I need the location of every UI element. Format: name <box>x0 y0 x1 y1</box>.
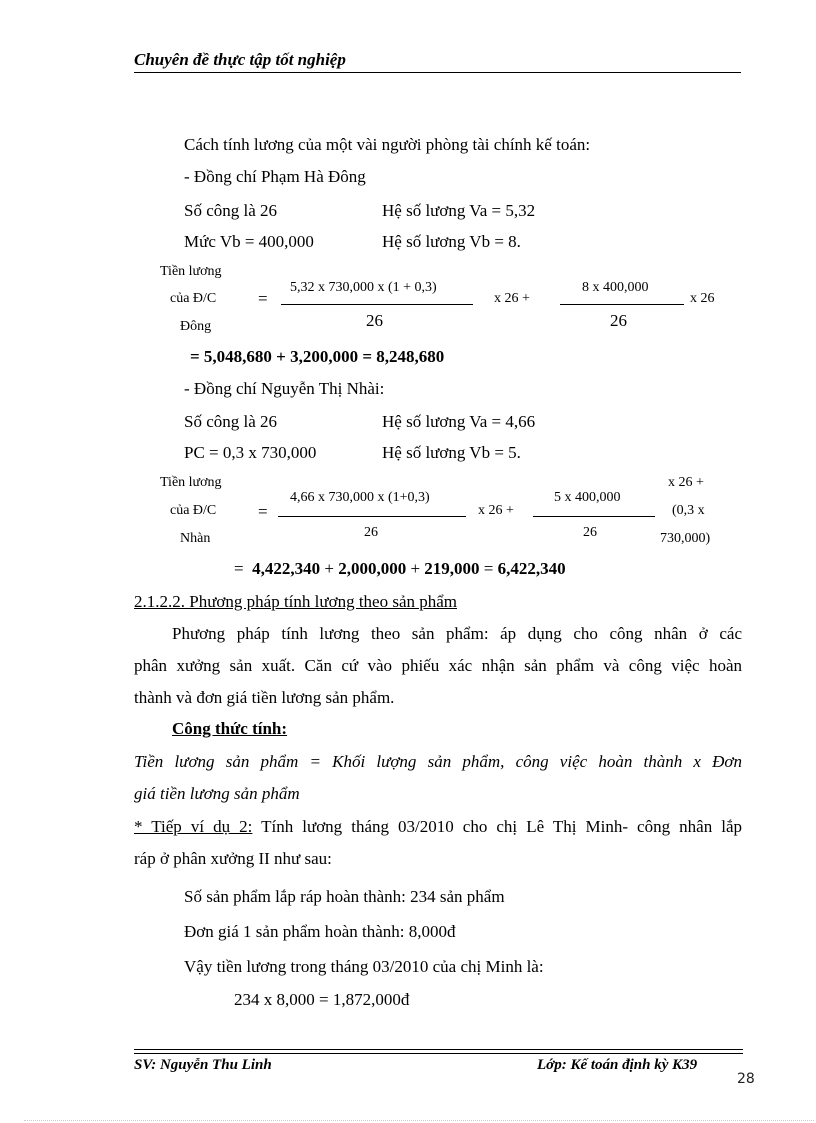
header-rule <box>134 72 741 73</box>
person2-frac2-numerator: 5 x 400,000 <box>554 490 621 505</box>
person2-frac1-bar <box>278 516 466 517</box>
person1-frac1-denominator: 26 <box>366 311 383 330</box>
person1-coef-vb: Hệ số lương Vb = 8. <box>382 232 521 251</box>
example-text: Tính lương tháng 03/2010 cho chị Lê Thị Minh- công nhân lắp <box>252 817 743 836</box>
para-line-1: Phương pháp tính lương theo sản phẩm: áp dụng cho công nhân ở các <box>172 624 742 643</box>
person2-label-2: của Đ/C <box>170 503 217 518</box>
person2-label-1: Tiền lương <box>160 475 222 490</box>
person1-frac1-numerator: 5,32 x 730,000 x (1 + 0,3) <box>290 280 437 295</box>
para-line-3: thành và đơn giá tiền lương sản phẩm. <box>134 688 395 707</box>
person1-workdays: Số công là 26 <box>184 201 278 220</box>
person2-frac2-bar <box>533 516 655 517</box>
section-heading: 2.1.2.2. Phương pháp tính lương theo sản phẩm <box>134 592 458 611</box>
person2-result-d: 6,422,340 <box>497 559 566 578</box>
person2-result <box>234 559 566 579</box>
person1-mult1: x 26 + <box>494 291 530 306</box>
example-label: * Tiếp ví dụ 2: <box>134 817 253 836</box>
person1-label-2: của Đ/C <box>170 291 217 306</box>
page-header-title: Chuyên đề thực tập tốt nghiệp <box>134 50 346 69</box>
footer-rule-bottom <box>134 1053 743 1054</box>
formula-line-2: giá tiền lương sản phẩm <box>134 784 300 803</box>
person2-coef-va: Hệ số lương Va = 4,66 <box>382 412 536 431</box>
person2-label-3: Nhàn <box>180 531 211 546</box>
person1-frac2-denominator: 26 <box>610 311 627 330</box>
person2-right-1: x 26 + <box>668 475 704 490</box>
person2-result-equals2: = <box>483 559 494 578</box>
detail-line-2: Đơn giá 1 sản phẩm hoàn thành: 8,000đ <box>184 922 456 941</box>
person1-frac2-numerator: 8 x 400,000 <box>582 280 649 295</box>
person2-right-3: 730,000) <box>660 531 711 546</box>
intro-text: Cách tính lương của một vài người phòng tài chính kế toán: <box>184 135 591 154</box>
calculation-result: 234 x 8,000 = 1,872,000đ <box>234 990 410 1009</box>
person1-frac1-bar <box>281 304 473 305</box>
person1-label-1: Tiền lương <box>160 264 222 279</box>
detail-line-3: Vậy tiền lương trong tháng 03/2010 của chị Minh là: <box>184 957 544 976</box>
person1-level-vb: Mức Vb = 400,000 <box>184 232 314 251</box>
person2-result-a: 4,422,340 <box>252 559 321 578</box>
person2-frac1-denominator: 26 <box>364 525 378 540</box>
example-line-1 <box>134 817 742 837</box>
person2-mult1: x 26 + <box>478 503 514 518</box>
para-line-2: phân xưởng sản xuất. Căn cứ vào phiếu xác nhận sản phẩm và công việc hoàn <box>134 656 742 675</box>
person1-coef-va: Hệ số lương Va = 5,32 <box>382 201 536 220</box>
person2-workdays: Số công là 26 <box>184 412 278 431</box>
formula-line-1: Tiền lương sản phẩm = Khối lượng sản phẩm, công việc hoàn thành x Đơn <box>134 752 742 771</box>
person1-equals: = <box>258 289 268 308</box>
person1-label-3: Đông <box>180 319 212 334</box>
person2-result-plus1: + <box>324 559 334 578</box>
footer-student: SV: Nguyễn Thu Linh <box>134 1057 272 1073</box>
person2-result-equals: = <box>234 559 244 578</box>
person2-frac1-numerator: 4,66 x 730,000 x (1+0,3) <box>290 490 430 505</box>
person2-right-2: (0,3 x <box>672 503 705 518</box>
page-bottom-dots <box>24 1120 814 1121</box>
person2-equals: = <box>258 502 268 521</box>
person2-result-plus2: + <box>410 559 421 578</box>
footer-class: Lớp: Kế toán định kỳ K39 <box>537 1057 698 1073</box>
person2-result-b: 2,000,000 <box>338 559 407 578</box>
formula-heading: Công thức tính: <box>172 719 288 738</box>
person1-result: = 5,048,680 + 3,200,000 = 8,248,680 <box>190 347 445 366</box>
person2-name: - Đồng chí Nguyễn Thị Nhài: <box>184 379 385 398</box>
footer-rule-top <box>134 1049 743 1050</box>
page-number: 28 <box>737 1071 755 1087</box>
person1-mult2: x 26 <box>690 291 715 306</box>
person2-coef-vb: Hệ số lương Vb = 5. <box>382 443 521 462</box>
example-line-2: ráp ở phân xưởng II như sau: <box>134 849 332 868</box>
person1-frac2-bar <box>560 304 684 305</box>
person1-name: - Đồng chí Phạm Hà Đông <box>184 167 366 186</box>
detail-line-1: Số sản phẩm lắp ráp hoàn thành: 234 sản phẩm <box>184 887 505 906</box>
person2-result-c: 219,000 <box>424 559 480 578</box>
person2-frac2-denominator: 26 <box>583 525 597 540</box>
person2-allowance: PC = 0,3 x 730,000 <box>184 443 317 462</box>
